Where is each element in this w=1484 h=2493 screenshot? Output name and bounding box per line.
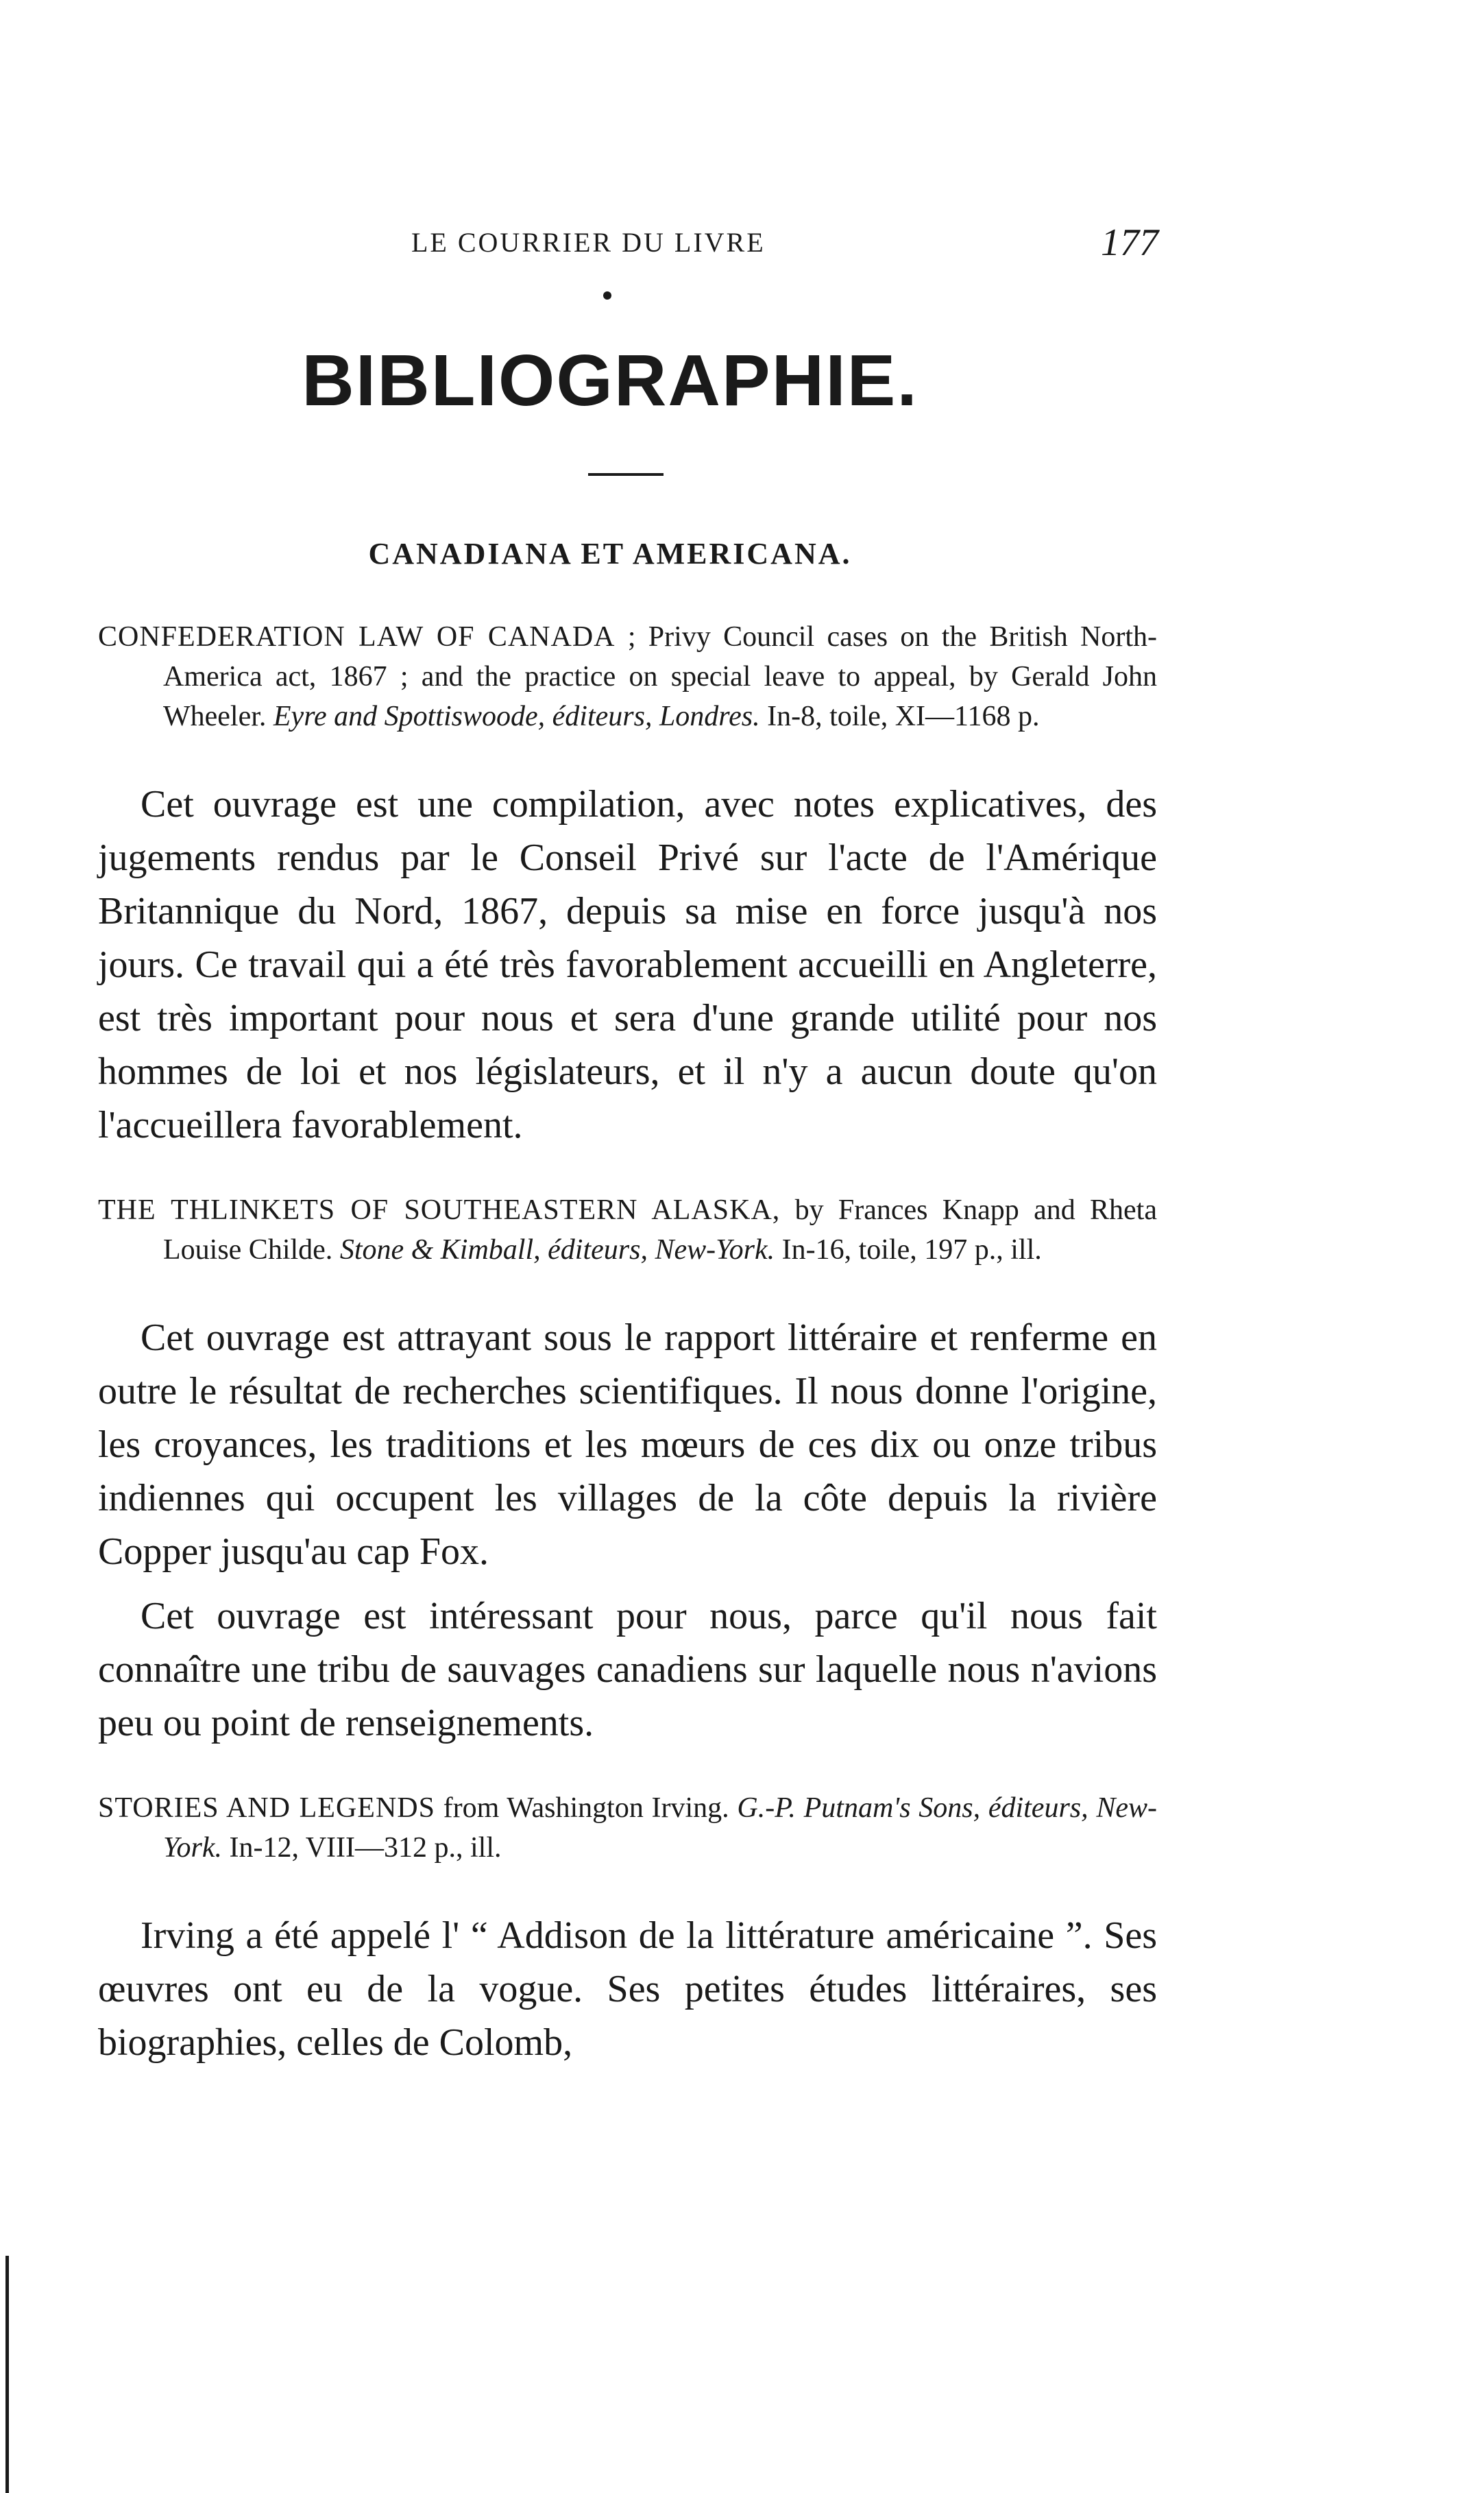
entry-title: THE THLINKETS OF SOUTHEASTERN ALASKA, bbox=[98, 1194, 781, 1226]
content bbox=[98, 617, 1157, 2069]
bibliography-entry bbox=[98, 1788, 1157, 1868]
page-title: BIBLIOGRAPHIE. bbox=[302, 340, 919, 421]
review-paragraph: Irving a été appelé l' “ Addison de la littérature américaine ”. Ses œuvres ont eu de la vogue. Ses petites études littéraires, ses biographies, celles de Colomb, bbox=[98, 1914, 1157, 2064]
entry-format: In-16, toile, 197 p., ill. bbox=[775, 1234, 1042, 1266]
review-paragraph: Cet ouvrage est intéressant pour nous, parce qu'il nous fait connaître une tribu de sauvages canadiens sur laquelle nous n'avions peu ou point de renseignements. bbox=[98, 1595, 1157, 1744]
review-paragraph: Cet ouvrage est une compilation, avec notes explicatives, des jugements rendus par le Conseil Privé sur l'acte de l'Amérique Britannique du Nord, 1867, depuis sa mise en force jusqu'à nos jours. Ce travail qui a été très favorablement accueilli en Angleterre, est très important pour nous et sera d'une grande utilité pour nos hommes de loi et nos législateurs, et il n'y a aucun doute qu'on l'accueillera favorablement. bbox=[98, 783, 1157, 1146]
entry-publisher: Eyre and Spottiswoode, éditeurs, Londres. bbox=[273, 701, 760, 732]
page-number: 177 bbox=[1101, 221, 1158, 264]
entry-title: STORIES AND LEGENDS bbox=[98, 1792, 435, 1824]
entry-title: CONFEDERATION LAW OF CANADA bbox=[98, 621, 616, 653]
entry-publisher: G.-P. Putnam's Sons, éditeurs, New-York. bbox=[163, 1792, 1157, 1864]
entry-format: In-8, toile, XI—1168 p. bbox=[759, 701, 1040, 732]
title-rule bbox=[588, 473, 664, 476]
running-title: LE COURRIER DU LIVRE bbox=[411, 227, 766, 258]
entry-format: In-12, VIII—312 p., ill. bbox=[222, 1832, 502, 1864]
entry-description: by Frances Knapp and Rheta Louise Childe. bbox=[163, 1194, 1157, 1266]
bibliography-entry bbox=[98, 617, 1157, 736]
page-header bbox=[411, 221, 1158, 274]
scan-margin-bar bbox=[5, 2256, 9, 2493]
entry-description: from Washington Irving. bbox=[435, 1792, 738, 1824]
header-dot bbox=[603, 291, 611, 300]
bibliography-entry bbox=[98, 1190, 1157, 1270]
entry-description: ; Privy Council cases on the British North-America act, 1867 ; and the practice on special leave to appeal, by Gerald John Wheeler. bbox=[163, 621, 1157, 732]
entry-publisher: Stone & Kimball, éditeurs, New-York. bbox=[339, 1234, 775, 1266]
review-paragraph: Cet ouvrage est attrayant sous le rapport littéraire et renferme en outre le résultat de recherches scientifiques. Il nous donne l'origine, les croyances, les traditions et les mœurs de ces dix ou onze tribus indiennes qui occupent les villages de la côte depuis la rivière Copper jusqu'au cap Fox. bbox=[98, 1316, 1157, 1573]
section-heading: CANADIANA ET AMERICANA. bbox=[368, 537, 852, 570]
